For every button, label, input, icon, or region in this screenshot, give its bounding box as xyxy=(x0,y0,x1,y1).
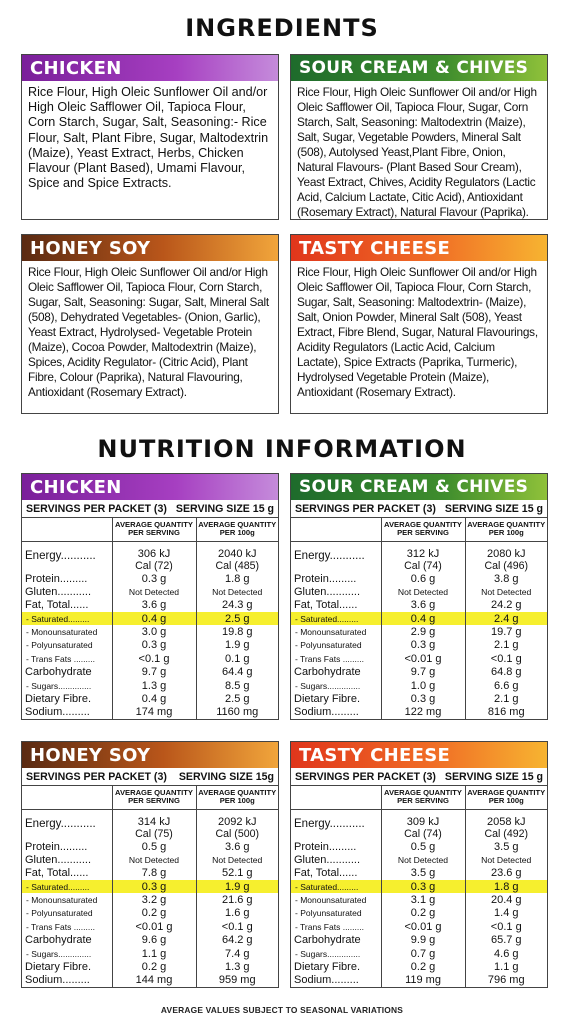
poly-per-100g: 1.6 g xyxy=(196,907,278,920)
sodium-label: Sodium......... xyxy=(294,706,359,719)
nutrition-table xyxy=(291,518,547,719)
protein-per-serving: 0.5 g xyxy=(112,840,196,853)
energy-label: Energy........... xyxy=(294,549,365,562)
saturated-label: - Saturated......... xyxy=(291,612,381,625)
energy-label: Energy........... xyxy=(294,817,365,830)
fibre-label: Dietary Fibre. xyxy=(294,693,361,706)
row-energy xyxy=(22,809,278,840)
row-fat xyxy=(291,867,547,880)
gluten-label: Gluten........... xyxy=(294,585,361,598)
ingredients-tasty-cheese-panel xyxy=(290,234,548,414)
footnote: AVERAGE VALUES SUBJECT TO SEASONAL VARIATIONS xyxy=(160,1005,404,1015)
fibre-per-serving: 0.2 g xyxy=(112,960,196,973)
protein-per-100g: 3.6 g xyxy=(196,840,278,853)
poly-per-100g: 1.9 g xyxy=(196,639,278,652)
per-serving-header: AVERAGE QUANTITY PER SERVING xyxy=(112,518,196,541)
energy-cal: Cal (496) xyxy=(484,559,529,572)
row-sugars xyxy=(22,947,278,960)
energy-per-serving xyxy=(112,541,196,572)
ingredients-chicken-panel xyxy=(21,54,279,220)
energy-kj: 2080 kJ xyxy=(486,547,526,560)
fat-per-100g: 24.2 g xyxy=(465,599,547,612)
gluten-per-100g: Not Detected xyxy=(196,853,278,866)
energy-cal: Cal (492) xyxy=(484,827,529,840)
energy-kj: 2058 kJ xyxy=(486,815,526,828)
energy-kj: 314 kJ xyxy=(137,815,171,828)
energy-cal: Cal (500) xyxy=(215,827,260,840)
carb-label: Carbohydrate xyxy=(25,934,92,947)
poly-per-serving: 0.3 g xyxy=(112,639,196,652)
serving-size: SERVING SIZE 15 g xyxy=(175,502,274,515)
sugars-per-serving: 1.3 g xyxy=(112,679,196,692)
blank-header xyxy=(291,786,381,809)
saturated-label: - Saturated......... xyxy=(22,612,112,625)
row-saturated xyxy=(22,880,278,893)
energy-cal: Cal (75) xyxy=(135,827,173,840)
tasty-cheese-nutrition-header: TASTY CHEESE xyxy=(291,742,547,768)
sodium-per-serving: 174 mg xyxy=(112,706,196,719)
row-fibre xyxy=(291,960,547,973)
fibre-per-serving: 0.3 g xyxy=(381,692,465,705)
protein-per-100g: 1.8 g xyxy=(196,572,278,585)
sour-cream-nutrition-header: SOUR CREAM & CHIVES xyxy=(291,474,547,500)
row-fat xyxy=(22,867,278,880)
row-energy xyxy=(291,809,547,840)
servings-row xyxy=(22,768,278,786)
nutrition-title: NUTRITION INFORMATION xyxy=(97,435,467,463)
saturated-label: - Saturated......... xyxy=(22,880,112,893)
poly-label: - Polyunsaturated xyxy=(26,640,93,651)
poly-per-serving: 0.3 g xyxy=(381,639,465,652)
ingredients-title: INGREDIENTS xyxy=(185,14,379,42)
mono-label: - Monounsaturated xyxy=(295,895,367,906)
row-sugars xyxy=(291,679,547,692)
trans-per-100g: <0.1 g xyxy=(465,920,547,933)
energy-per-serving xyxy=(381,809,465,840)
row-poly xyxy=(22,907,278,920)
mono-per-100g: 19.8 g xyxy=(196,625,278,638)
gluten-label: Gluten........... xyxy=(294,853,361,866)
fat-label: Fat, Total...... xyxy=(294,867,358,880)
carb-per-serving: 9.9 g xyxy=(381,934,465,947)
per-100g-header: AVERAGE QUANTITY PER 100g xyxy=(465,786,547,809)
fibre-per-100g: 2.1 g xyxy=(465,692,547,705)
sodium-label: Sodium......... xyxy=(25,974,90,987)
gluten-label: Gluten........... xyxy=(25,585,92,598)
row-trans xyxy=(291,920,547,933)
saturated-per-100g: 2.5 g xyxy=(196,612,278,625)
row-fibre xyxy=(22,692,278,705)
sugars-label: - Sugars.............. xyxy=(26,948,92,959)
saturated-per-serving: 0.3 g xyxy=(112,880,196,893)
trans-per-serving: <0.01 g xyxy=(381,920,465,933)
row-gluten xyxy=(291,585,547,598)
fibre-per-100g: 2.5 g xyxy=(196,692,278,705)
row-gluten xyxy=(22,853,278,866)
gluten-label: Gluten........... xyxy=(25,853,92,866)
carb-per-100g: 64.8 g xyxy=(465,666,547,679)
saturated-per-serving: 0.4 g xyxy=(381,612,465,625)
energy-kj: 2092 kJ xyxy=(217,815,257,828)
row-carb xyxy=(22,666,278,679)
trans-per-100g: <0.1 g xyxy=(465,652,547,665)
protein-label: Protein......... xyxy=(294,840,357,853)
serving-size: SERVING SIZE 15 g xyxy=(444,502,543,515)
row-poly xyxy=(22,639,278,652)
poly-per-serving: 0.2 g xyxy=(381,907,465,920)
mono-label: - Monounsaturated xyxy=(26,895,98,906)
sugars-per-serving: 0.7 g xyxy=(381,947,465,960)
gluten-per-serving: Not Detected xyxy=(381,585,465,598)
row-sugars xyxy=(291,947,547,960)
saturated-per-serving: 0.3 g xyxy=(381,880,465,893)
energy-kj: 309 kJ xyxy=(406,815,440,828)
row-poly xyxy=(291,907,547,920)
fibre-label: Dietary Fibre. xyxy=(25,961,92,974)
gluten-per-100g: Not Detected xyxy=(465,585,547,598)
saturated-per-serving: 0.4 g xyxy=(112,612,196,625)
row-carb xyxy=(22,934,278,947)
sodium-label: Sodium......... xyxy=(25,706,90,719)
row-sugars xyxy=(22,679,278,692)
trans-label: - Trans Fats ......... xyxy=(26,921,95,932)
mono-per-serving: 3.0 g xyxy=(112,625,196,638)
nutrition-sour-cream-panel xyxy=(290,473,548,720)
energy-per-100g xyxy=(465,541,547,572)
row-sodium xyxy=(22,974,278,987)
row-sodium xyxy=(291,706,547,719)
fibre-per-100g: 1.3 g xyxy=(196,960,278,973)
trans-label: - Trans Fats ......... xyxy=(295,653,364,664)
energy-per-serving xyxy=(381,541,465,572)
energy-label: Energy........... xyxy=(25,817,96,830)
mono-per-serving: 2.9 g xyxy=(381,625,465,638)
poly-label: - Polyunsaturated xyxy=(26,908,93,919)
sodium-label: Sodium......... xyxy=(294,974,359,987)
honey-soy-nutrition-header: HONEY SOY xyxy=(22,742,278,768)
protein-per-serving: 0.5 g xyxy=(381,840,465,853)
sugars-label: - Sugars.............. xyxy=(295,680,361,691)
carb-label: Carbohydrate xyxy=(294,934,361,947)
serving-size: SERVING SIZE 15g xyxy=(178,770,274,783)
poly-label: - Polyunsaturated xyxy=(295,908,362,919)
serving-size: SERVING SIZE 15 g xyxy=(444,770,543,783)
saturated-per-100g: 1.9 g xyxy=(196,880,278,893)
row-fibre xyxy=(291,692,547,705)
row-gluten xyxy=(22,585,278,598)
mono-per-100g: 20.4 g xyxy=(465,893,547,906)
per-100g-header: AVERAGE QUANTITY PER 100g xyxy=(196,518,278,541)
saturated-per-100g: 2.4 g xyxy=(465,612,547,625)
servings-row xyxy=(291,500,547,518)
fibre-per-serving: 0.2 g xyxy=(381,960,465,973)
nutrition-table xyxy=(22,786,278,987)
sodium-per-serving: 122 mg xyxy=(381,706,465,719)
row-mono xyxy=(291,625,547,638)
fat-per-100g: 24.3 g xyxy=(196,599,278,612)
sugars-per-serving: 1.1 g xyxy=(112,947,196,960)
carb-per-100g: 65.7 g xyxy=(465,934,547,947)
servings-per-packet: SERVINGS PER PACKET (3) xyxy=(26,770,167,783)
row-mono xyxy=(291,893,547,906)
row-trans xyxy=(22,652,278,665)
sour-cream-ingredients-text: Rice Flour, High Oleic Sunflower Oil and/or High Oleic Safflower Oil, Tapioca Flour, Sugar, Corn Starch, Salt, Seasoning: Maltodextrin (Maize), Salt, Sugar, Vegetable Powders, Mineral Salt (508), Autolysed Yeast,Plant Fibre, Onion, Natural Flavours- (Plant Based Sour Cream), Yeast Extract, Chives, Acidity Regulators (Lactic Acid, Calcium Lactate, Citic Acid), Antioxidant (Rosemary Extract), Natural Flavour (Paprika). xyxy=(297,85,537,219)
fat-per-serving: 3.6 g xyxy=(112,599,196,612)
carb-label: Carbohydrate xyxy=(25,666,92,679)
fat-label: Fat, Total...... xyxy=(25,867,89,880)
sugars-per-100g: 8.5 g xyxy=(196,679,278,692)
carb-per-serving: 9.6 g xyxy=(112,934,196,947)
gluten-per-serving: Not Detected xyxy=(381,853,465,866)
mono-label: - Monounsaturated xyxy=(26,627,98,638)
row-protein xyxy=(22,572,278,585)
fat-per-serving: 7.8 g xyxy=(112,867,196,880)
row-carb xyxy=(291,934,547,947)
sugars-per-100g: 7.4 g xyxy=(196,947,278,960)
row-saturated xyxy=(291,880,547,893)
sour-cream-header: SOUR CREAM & CHIVES xyxy=(291,55,547,81)
protein-label: Protein......... xyxy=(25,840,88,853)
row-trans xyxy=(291,652,547,665)
servings-per-packet: SERVINGS PER PACKET (3) xyxy=(295,502,436,515)
saturated-label: - Saturated......... xyxy=(291,880,381,893)
row-poly xyxy=(291,639,547,652)
nutrition-chicken-panel xyxy=(21,473,279,720)
energy-cal: Cal (74) xyxy=(404,827,442,840)
row-fat xyxy=(22,599,278,612)
nutrition-table xyxy=(22,518,278,719)
saturated-per-100g: 1.8 g xyxy=(465,880,547,893)
sodium-per-100g: 959 mg xyxy=(196,974,278,987)
row-fibre xyxy=(22,960,278,973)
row-fat xyxy=(291,599,547,612)
protein-label: Protein......... xyxy=(25,572,88,585)
trans-per-serving: <0.01 g xyxy=(112,920,196,933)
trans-per-100g: 0.1 g xyxy=(196,652,278,665)
protein-per-100g: 3.8 g xyxy=(465,572,547,585)
sugars-per-100g: 6.6 g xyxy=(465,679,547,692)
blank-header xyxy=(22,518,112,541)
protein-label: Protein......... xyxy=(294,572,357,585)
blank-header xyxy=(22,786,112,809)
energy-label: Energy........... xyxy=(25,549,96,562)
poly-per-100g: 2.1 g xyxy=(465,639,547,652)
row-energy xyxy=(291,541,547,572)
energy-per-serving xyxy=(112,809,196,840)
fat-per-serving: 3.5 g xyxy=(381,867,465,880)
carb-per-100g: 64.2 g xyxy=(196,934,278,947)
poly-per-serving: 0.2 g xyxy=(112,907,196,920)
per-100g-header: AVERAGE QUANTITY PER 100g xyxy=(465,518,547,541)
energy-per-100g xyxy=(196,809,278,840)
trans-label: - Trans Fats ......... xyxy=(295,921,364,932)
sugars-label: - Sugars.............. xyxy=(26,680,92,691)
fibre-per-100g: 1.1 g xyxy=(465,960,547,973)
honey-soy-header: HONEY SOY xyxy=(22,235,278,261)
sugars-label: - Sugars.............. xyxy=(295,948,361,959)
energy-cal: Cal (74) xyxy=(404,559,442,572)
fat-label: Fat, Total...... xyxy=(25,599,89,612)
trans-per-100g: <0.1 g xyxy=(196,920,278,933)
chicken-ingredients-text: Rice Flour, High Oleic Sunflower Oil and/or High Oleic Safflower Oil, Tapioca Flour, Corn Starch, Sugar, Salt, Seasoning:- Rice Flour, Salt, Plant Fibre, Sugar, Maltodextrin (Maize), Yeast Extract, Herbs, Chicken Flavour (Plant Based), Umami Flavour, Spice and Spice Extracts. xyxy=(28,85,269,191)
carb-per-serving: 9.7 g xyxy=(112,666,196,679)
energy-cal: Cal (485) xyxy=(215,559,260,572)
sodium-per-100g: 796 mg xyxy=(465,974,547,987)
sodium-per-serving: 119 mg xyxy=(381,974,465,987)
row-protein xyxy=(291,840,547,853)
fat-per-100g: 23.6 g xyxy=(465,867,547,880)
honey-soy-ingredients-text: Rice Flour, High Oleic Sunflower Oil and/or High Oleic Safflower Oil, Tapioca Flour, Corn Starch, Sugar, Salt, Seasoning: Sugar, Salt, Mineral Salt (508), Dehydrated Vegetables- (Onion, Garlic), Yeast Extract, Hydrolysed- Vegetable Protein (Maize), Cocoa Powder, Maltodextrin (Maize), Spices, Acidity Regulator- (Citric Acid), Plant Fibre, Colour (Paprika), Natural Flavouring, Antioxidant (Rosemary Extract). xyxy=(28,265,269,399)
fibre-per-serving: 0.4 g xyxy=(112,692,196,705)
mono-label: - Monounsaturated xyxy=(295,627,367,638)
trans-per-serving: <0.01 g xyxy=(381,652,465,665)
gluten-per-100g: Not Detected xyxy=(465,853,547,866)
servings-row xyxy=(291,768,547,786)
mono-per-100g: 19.7 g xyxy=(465,625,547,638)
row-protein xyxy=(22,840,278,853)
row-sodium xyxy=(22,706,278,719)
gluten-per-serving: Not Detected xyxy=(112,853,196,866)
protein-per-serving: 0.6 g xyxy=(381,572,465,585)
sodium-per-serving: 144 mg xyxy=(112,974,196,987)
row-saturated xyxy=(291,612,547,625)
nutrition-table xyxy=(291,786,547,987)
row-gluten xyxy=(291,853,547,866)
per-serving-header: AVERAGE QUANTITY PER SERVING xyxy=(112,786,196,809)
energy-kj: 306 kJ xyxy=(137,547,171,560)
chicken-nutrition-header: CHICKEN xyxy=(22,474,278,500)
gluten-per-100g: Not Detected xyxy=(196,585,278,598)
fat-per-100g: 52.1 g xyxy=(196,867,278,880)
energy-kj: 312 kJ xyxy=(406,547,440,560)
energy-kj: 2040 kJ xyxy=(217,547,257,560)
blank-header xyxy=(291,518,381,541)
row-energy xyxy=(22,541,278,572)
sugars-per-100g: 4.6 g xyxy=(465,947,547,960)
trans-label: - Trans Fats ......... xyxy=(26,653,95,664)
nutrition-honey-soy-panel xyxy=(21,741,279,988)
trans-per-serving: <0.1 g xyxy=(112,652,196,665)
row-trans xyxy=(22,920,278,933)
carb-label: Carbohydrate xyxy=(294,666,361,679)
servings-row xyxy=(22,500,278,518)
sodium-per-100g: 816 mg xyxy=(465,706,547,719)
mono-per-100g: 21.6 g xyxy=(196,893,278,906)
servings-per-packet: SERVINGS PER PACKET (3) xyxy=(26,502,167,515)
fibre-label: Dietary Fibre. xyxy=(25,693,92,706)
servings-per-packet: SERVINGS PER PACKET (3) xyxy=(295,770,436,783)
sodium-per-100g: 1160 mg xyxy=(196,706,278,719)
per-100g-header: AVERAGE QUANTITY PER 100g xyxy=(196,786,278,809)
carb-per-serving: 9.7 g xyxy=(381,666,465,679)
nutrition-tasty-cheese-panel xyxy=(290,741,548,988)
row-saturated xyxy=(22,612,278,625)
per-serving-header: AVERAGE QUANTITY PER SERVING xyxy=(381,518,465,541)
sugars-per-serving: 1.0 g xyxy=(381,679,465,692)
fat-per-serving: 3.6 g xyxy=(381,599,465,612)
tasty-cheese-ingredients-text: Rice Flour, High Oleic Sunflower Oil and/or High Oleic Safflower Oil, Tapioca Flour, Corn Starch, Sugar, Salt, Seasoning: Maltodextrin- (Maize), Salt, Onion Powder, Mineral Salt (508), Yeast Extract, Fibre Blend, Sugar, Natural Flavourings, Acidity Regulators (Lactic Acid, Calcium Lactate), Spice Extracts (Paprika, Turmeric), Hydrolysed Vegetable Protein (Maize), Antioxidant (Rosemary Extract). xyxy=(297,265,538,399)
row-protein xyxy=(291,572,547,585)
fat-label: Fat, Total...... xyxy=(294,599,358,612)
energy-cal: Cal (72) xyxy=(135,559,173,572)
row-sodium xyxy=(291,974,547,987)
per-serving-header: AVERAGE QUANTITY PER SERVING xyxy=(381,786,465,809)
poly-per-100g: 1.4 g xyxy=(465,907,547,920)
protein-per-100g: 3.5 g xyxy=(465,840,547,853)
ingredients-honey-soy-panel xyxy=(21,234,279,414)
protein-per-serving: 0.3 g xyxy=(112,572,196,585)
chicken-header: CHICKEN xyxy=(22,55,278,81)
tasty-cheese-header: TASTY CHEESE xyxy=(291,235,547,261)
mono-per-serving: 3.2 g xyxy=(112,893,196,906)
row-carb xyxy=(291,666,547,679)
row-mono xyxy=(22,893,278,906)
gluten-per-serving: Not Detected xyxy=(112,585,196,598)
row-mono xyxy=(22,625,278,638)
carb-per-100g: 64.4 g xyxy=(196,666,278,679)
energy-per-100g xyxy=(196,541,278,572)
fibre-label: Dietary Fibre. xyxy=(294,961,361,974)
mono-per-serving: 3.1 g xyxy=(381,893,465,906)
poly-label: - Polyunsaturated xyxy=(295,640,362,651)
ingredients-sour-cream-panel xyxy=(290,54,548,220)
energy-per-100g xyxy=(465,809,547,840)
